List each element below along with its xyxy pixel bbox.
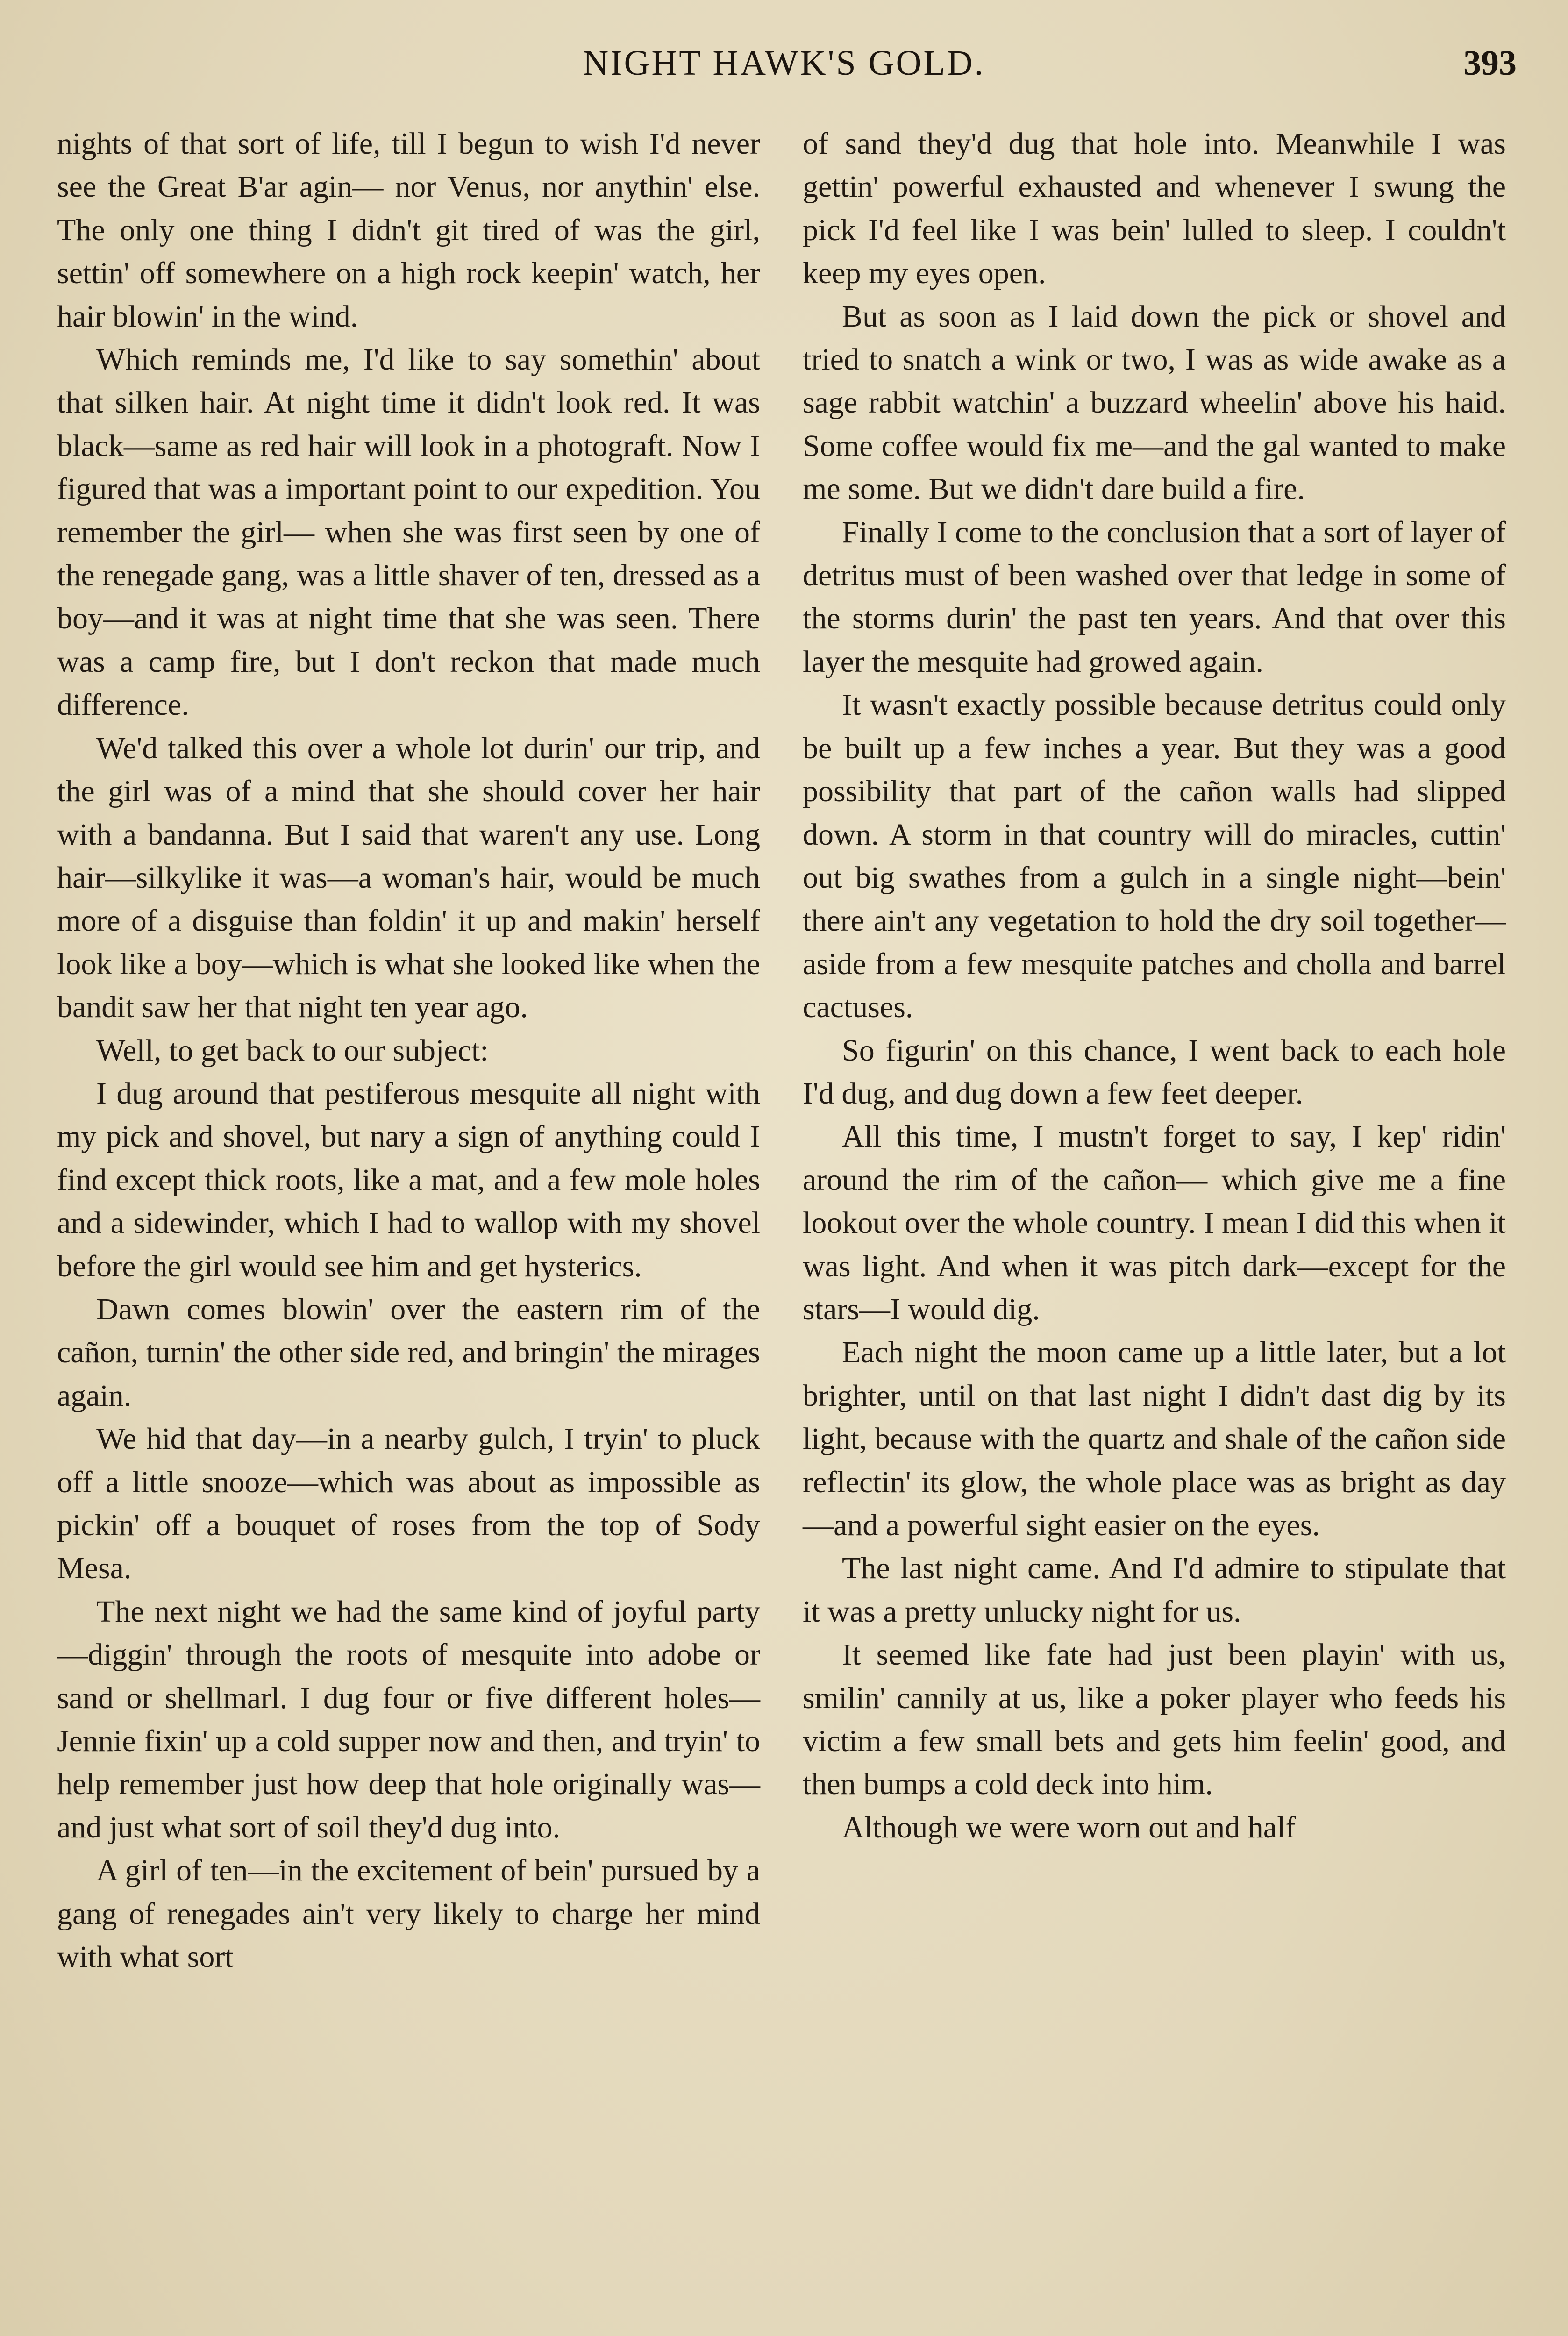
page-number: 393 — [1463, 43, 1517, 83]
running-title: NIGHT HAWK'S GOLD. — [583, 43, 985, 83]
paragraph: A girl of ten—in the excitement of bein' pursued by a gang of renegades ain't very likely to charge her mind with what sort — [57, 1853, 760, 1974]
paragraph: But as soon as I laid down the pick or shovel and tried to snatch a wink or two, I was as wide awake as a sage rabbit watchin' a buzzard wheelin' above his haid. Some coffee would fix me—and the gal wanted to make me some. But we didn't dare build a fire. — [803, 299, 1506, 506]
paragraph: Dawn comes blowin' over the eastern rim of the cañon, turnin' the other side red, and bringin' the mirages again. — [57, 1292, 760, 1413]
page-header — [51, 43, 1517, 94]
paragraph: Well, to get back to our subject: — [96, 1033, 489, 1068]
right-column — [803, 122, 1506, 1849]
paragraph: We'd talked this over a whole lot durin' our trip, and the girl was of a mind that she should cover her hair with a bandanna. But I said that waren't any use. Long hair—silkylike it was—a woman's hair, would be much more of a disguise than foldin' it up and makin' herself look like a boy—which is what she looked like when the bandit saw her that night ten year ago. — [57, 731, 760, 1025]
paragraph: of sand they'd dug that hole into. Meanwhile I was gettin' powerful exhausted and whenever I swung the pick I'd feel like I was bein' lulled to sleep. I couldn't keep my eyes open. — [803, 127, 1506, 291]
paragraph: Which reminds me, I'd like to say somethin' about that silken hair. At night time it didn't look red. It was black—same as red hair will look in a photograft. Now I figured that was a important point to our expedition. You remember the girl— when she was first seen by one of the renegade gang, was a little shaver of ten, dressed as a boy—and it was at night time that she was seen. There was a camp fire, but I don't reckon that made much difference. — [57, 342, 760, 722]
paragraph: We hid that day—in a nearby gulch, I tryin' to pluck off a little snooze—which was about as impossible as pickin' off a bouquet of roses from the top of Sody Mesa. — [57, 1422, 760, 1586]
left-column — [57, 122, 760, 1979]
paragraph: It wasn't exactly possible because detritus could only be built up a few inches a year. But they was a good possibility that part of the cañon walls had slipped down. A storm in that country will do miracles, cuttin' out big swathes from a gulch in a single night—bein' there ain't any vegetation to hold the dry soil together—aside from a few mesquite patches and cholla and barrel cactuses. — [803, 688, 1506, 1025]
paragraph: Each night the moon came up a little later, but a lot brighter, until on that last night I didn't dast dig by its light, because with the quartz and shale of the cañon side reflectin' its glow, the whole place was as bright as day—and a powerful sight easier on the eyes. — [803, 1335, 1506, 1542]
paragraph: All this time, I mustn't forget to say, I kep' ridin' around the rim of the cañon— which give me a fine lookout over the whole country. I mean I did this when it was light. And when it was pitch dark—except for the stars—I would dig. — [803, 1119, 1506, 1326]
paragraph: It seemed like fate had just been playin' with us, smilin' cannily at us, like a poker player who feeds his victim a few small bets and gets him feelin' good, and then bumps a cold deck into him. — [803, 1638, 1506, 1802]
paragraph: The next night we had the same kind of joyful party—diggin' through the roots of mesquite into adobe or sand or shellmarl. I dug four or five different holes—Jennie fixin' up a cold supper now and then, and tryin' to help remember just how deep that hole originally was—and just what sort of soil they'd dug into. — [57, 1594, 760, 1845]
paragraph: I dug around that pestiferous mesquite all night with my pick and shovel, but nary a sign of anything could I find except thick roots, like a mat, and a few mole holes and a sidewinder, which I had to wallop with my shovel before the girl would see him and get hysterics. — [57, 1076, 760, 1283]
paragraph: So figurin' on this chance, I went back to each hole I'd dug, and dug down a few feet deeper. — [803, 1033, 1506, 1111]
paragraph: The last night came. And I'd admire to stipulate that it was a pretty unlucky night for us. — [803, 1551, 1506, 1629]
paragraph: Finally I come to the conclusion that a sort of layer of detritus must of been washed over that ledge in some of the storms durin' the past ten years. And that over this layer the mesquite had growed again. — [803, 515, 1506, 679]
paragraph: Although we were worn out and half — [842, 1810, 1296, 1845]
paragraph: nights of that sort of life, till I begun to wish I'd never see the Great B'ar agin— nor Venus, nor anythin' else. The only one thing I didn't git tired of was the girl, settin' off somewhere on a high rock keepin' watch, her hair blowin' in the wind. — [57, 127, 760, 334]
